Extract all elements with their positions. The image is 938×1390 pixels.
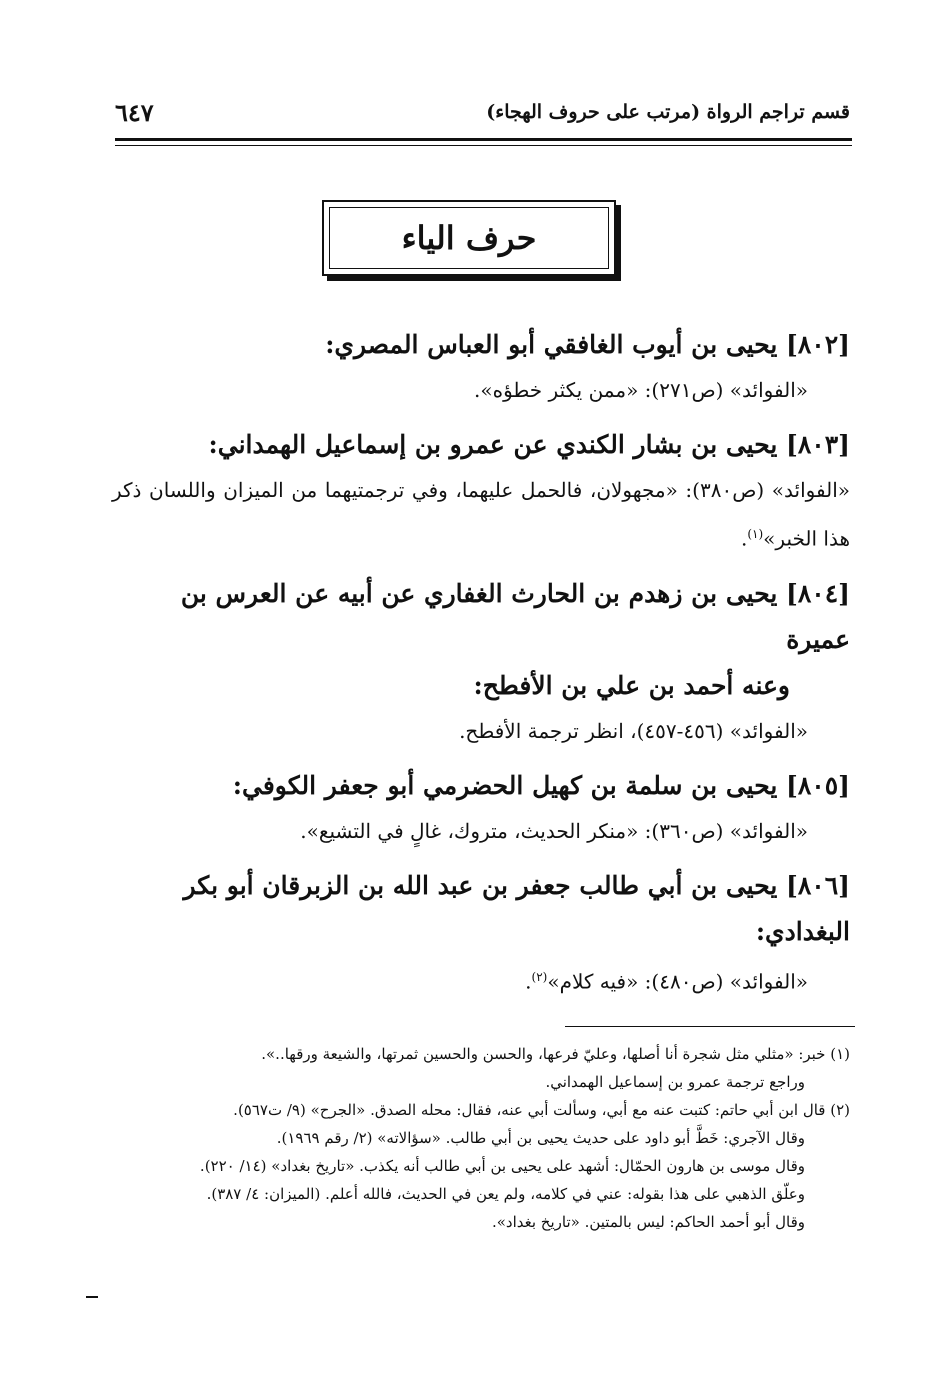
entry-body-text: «الفوائد» (ص٤٨٠): «فيه كلام» — [547, 969, 808, 994]
entry-heading-continuation: وعنه أحمد بن علي بن الأفطح: — [473, 670, 790, 700]
footnote-separator — [565, 1026, 855, 1027]
entry-body: «الفوائد» (ص٣٨٠): «مجهولان، فالحمل عليهما، وفي ترجمتيهما من الميزان واللسان ذكر هذا الخبر»$^{(١)}$. — [112, 478, 850, 551]
chapter-title-frame — [329, 207, 609, 269]
footnote-line: وعلّق الذهبي على هذا بقوله: عني في كلامه، ولم يعن في الحديث، فالله أعلم. (الميزان: ٤/ ٣٨٧). — [206, 1185, 805, 1203]
entry-body-text: «الفوائد» (ص٣٨٠): «مجهولان، فالحمل عليهما، وفي ترجمتيهما من الميزان واللسان ذكر هذا الخبر» — [112, 478, 850, 551]
entry-body: «الفوائد» (٤٥٦-٤٥٧)، انظر ترجمة الأفطح. — [459, 718, 808, 743]
footnote-line: (٢) قال ابن أبي حاتم: كتبت عنه مع أبي، وسألت أبي عنه، فقال: محله الصدق. «الجرح» (٩/ ت٥٦٧). — [233, 1101, 850, 1119]
footnote-line: وقال الآجري: خَطَّ أبو داود على حديث يحيى بن أبي طالب. «سؤالاته» (٢/ رقم ١٩٦٩). — [276, 1129, 805, 1147]
entry-heading: [٨٠٥] يحيى بن سلمة بن كهيل الحضرمي أبو جعفر الكوفي: — [232, 770, 850, 800]
header-rule-thin — [115, 145, 852, 146]
entry-heading: [٨٠٢] يحيى بن أيوب الغافقي أبو العباس المصري: — [325, 330, 850, 359]
entry-heading-line: [٨٠٤] يحيى بن زهدم بن الحارث الغفاري عن أبيه عن العرس بن عميرة — [180, 578, 850, 654]
footnotes — [120, 1040, 850, 1236]
footnote-ref: (٢) — [531, 969, 548, 984]
entry-heading: [٨٠٦] يحيى بن أبي طالب جعفر بن عبد الله بن الزبرقان أبو بكر البغدادي: — [183, 870, 850, 946]
footnote-line: (١) خبر: «مثلي مثل شجرة أنا أصلها، وعليّ فرعها، والحسن والحسين ثمرتها، والشيعة ورقها..». — [261, 1045, 850, 1063]
entry-body: «الفوائد» (ص٤٨٠): «فيه كلام»$^{(٢)}$. — [525, 969, 808, 994]
chapter-title-box — [322, 200, 616, 276]
footnote-ref: (١) — [747, 527, 764, 541]
entry-heading — [112, 571, 850, 709]
entries-list — [112, 322, 850, 1003]
entry-body: «الفوائد» (ص٣٦٠): «منكر الحديث، متروك، غالٍ في التشيع». — [300, 818, 808, 843]
running-head: قسم تراجم الرواة (مرتب على حروف الهجاء) — [486, 101, 850, 123]
entry-body: «الفوائد» (ص٢٧١): «ممن يكثر خطؤه». — [474, 378, 808, 402]
footnote-line: وقال موسى بن هارون الحمّال: أشهد على يحيى بن أبي طالب أنه يكذب. «تاريخ بغداد» (١٤/ ٢٢٠). — [199, 1157, 805, 1175]
entry-heading: [٨٠٣] يحيى بن بشار الكندي عن عمرو بن إسماعيل الهمداني: — [208, 430, 850, 459]
footnote-line: وراجع ترجمة عمرو بن إسماعيل الهمداني. — [545, 1073, 805, 1091]
page-header — [115, 92, 850, 132]
footnote-line: وقال أبو أحمد الحاكم: ليس بالمتين. «تاريخ بغداد». — [491, 1213, 805, 1231]
margin-mark — [86, 1296, 98, 1298]
page-number: ٦٤٧ — [115, 97, 154, 127]
chapter-title: حرف الياء — [401, 219, 537, 257]
header-rule-thick — [115, 138, 852, 141]
